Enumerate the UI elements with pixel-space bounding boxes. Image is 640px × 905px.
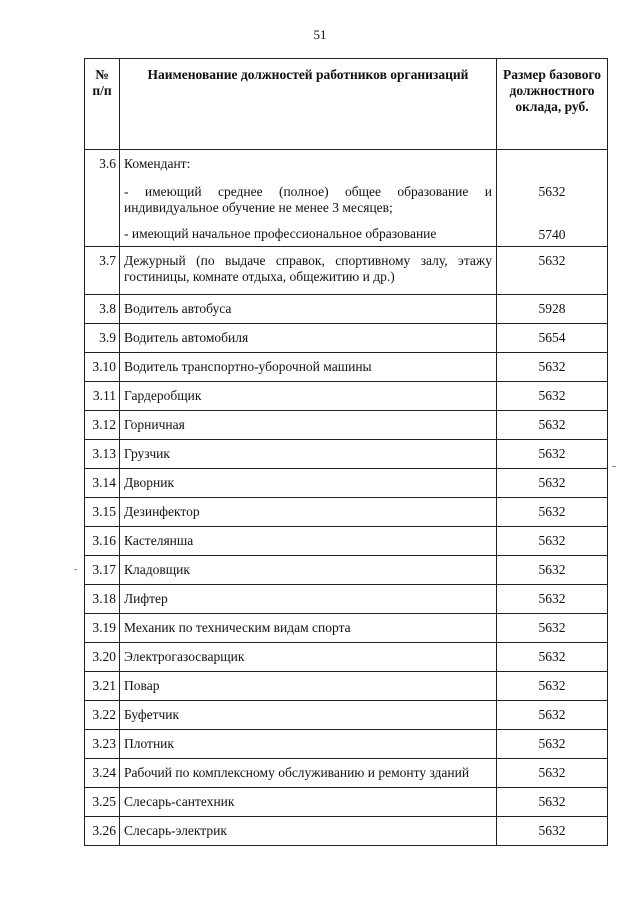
row-salary: 5632 <box>497 759 608 788</box>
row-salary: 5632 <box>497 585 608 614</box>
group-title: Комендант: <box>124 156 191 171</box>
row-salary: 5654 <box>497 324 608 353</box>
table-row <box>85 353 608 382</box>
header-number: № п/п <box>85 59 120 150</box>
row-position-name: Механик по техническим видам спорта <box>120 614 497 643</box>
scan-speck <box>74 569 77 570</box>
row-position-name: Рабочий по комплексному обслуживанию и ремонту зданий <box>120 759 497 788</box>
row-salary: 5632 <box>497 353 608 382</box>
row-number: 3.26 <box>85 817 120 846</box>
table-row <box>85 527 608 556</box>
row-salary: 5632 <box>497 469 608 498</box>
row-position-name: Кастелянша <box>120 527 497 556</box>
row-number: 3.15 <box>85 498 120 527</box>
row-position-name: Горничная <box>120 411 497 440</box>
table-row <box>85 759 608 788</box>
header-position-name: Наименование должностей работников организаций <box>120 59 497 150</box>
row-position-name: Грузчик <box>120 440 497 469</box>
table-row <box>85 440 608 469</box>
row-salary: 5632 <box>497 730 608 759</box>
row-number: 3.23 <box>85 730 120 759</box>
table-row <box>85 469 608 498</box>
row-number: 3.13 <box>85 440 120 469</box>
row-number: 3.21 <box>85 672 120 701</box>
table-row <box>85 498 608 527</box>
table-row <box>85 643 608 672</box>
table-row <box>85 672 608 701</box>
group-sub-salary: 5632 <box>538 184 566 199</box>
row-position-name: Гардеробщик <box>120 382 497 411</box>
table-row <box>85 411 608 440</box>
table-row <box>85 730 608 759</box>
scan-speck <box>612 466 616 467</box>
row-position-name: Дворник <box>120 469 497 498</box>
salary-table <box>84 58 608 846</box>
row-position-name: Повар <box>120 672 497 701</box>
table-row <box>85 614 608 643</box>
row-number: 3.9 <box>85 324 120 353</box>
table-rows <box>85 247 608 846</box>
row-salary: 5632 <box>497 817 608 846</box>
table-row <box>85 324 608 353</box>
row-position-name: Водитель транспортно-уборочной машины <box>120 353 497 382</box>
row-position-name: Водитель автобуса <box>120 295 497 324</box>
table-row <box>85 817 608 846</box>
row-number: 3.19 <box>85 614 120 643</box>
row-salary: 5632 <box>497 527 608 556</box>
row-salary: 5632 <box>497 643 608 672</box>
row-position-name: Плотник <box>120 730 497 759</box>
page-number: 51 <box>313 27 327 42</box>
row-number: 3.8 <box>85 295 120 324</box>
row-number: 3.7 <box>85 247 120 295</box>
row-number: 3.18 <box>85 585 120 614</box>
row-position-name: Слесарь-электрик <box>120 817 497 846</box>
table-row <box>85 295 608 324</box>
row-number: 3.22 <box>85 701 120 730</box>
row-position-name: Дезинфектор <box>120 498 497 527</box>
table-row <box>85 247 608 295</box>
row-number: 3.16 <box>85 527 120 556</box>
row-number: 3.17 <box>85 556 120 585</box>
row-number: 3.24 <box>85 759 120 788</box>
row-salary: 5632 <box>497 701 608 730</box>
row-number: 3.12 <box>85 411 120 440</box>
row-salary: 5632 <box>497 556 608 585</box>
table-row <box>85 585 608 614</box>
table-row <box>85 382 608 411</box>
row-number: 3.20 <box>85 643 120 672</box>
row-salary: 5632 <box>497 440 608 469</box>
row-number: 3.11 <box>85 382 120 411</box>
row-position-name: Лифтер <box>120 585 497 614</box>
row-salary: 5632 <box>497 672 608 701</box>
row-salary: 5632 <box>497 411 608 440</box>
row-position-name: Водитель автомобиля <box>120 324 497 353</box>
table-row <box>85 556 608 585</box>
row-number: 3.10 <box>85 353 120 382</box>
row-salary-group <box>497 150 608 247</box>
row-salary: 5632 <box>497 614 608 643</box>
row-salary: 5632 <box>497 788 608 817</box>
row-position-name: Буфетчик <box>120 701 497 730</box>
table-row <box>85 701 608 730</box>
row-position-name: Электрогазосварщик <box>120 643 497 672</box>
row-position-group <box>120 150 497 247</box>
table-row <box>85 788 608 817</box>
row-position-name: Слесарь-сантехник <box>120 788 497 817</box>
row-number: 3.6 <box>85 150 120 247</box>
header-base-salary: Размер базового должностного оклада, руб. <box>497 59 608 150</box>
row-salary: 5928 <box>497 295 608 324</box>
group-sub-item: - имеющий начальное профессиональное образование <box>124 226 437 241</box>
row-salary: 5632 <box>497 498 608 527</box>
group-sub-salary: 5740 <box>538 227 566 242</box>
row-position-name: Дежурный (по выдаче справок, спортивному залу, этажу гостиницы, комнате отдыха, общежитию и др.) <box>120 247 497 295</box>
row-salary: 5632 <box>497 382 608 411</box>
table-row-group <box>85 150 608 247</box>
row-number: 3.25 <box>85 788 120 817</box>
table-header-row <box>85 59 608 150</box>
group-sub-item: - имеющий среднее (полное) общее образование и индивидуальное обучение не менее 3 месяцев; <box>124 184 492 215</box>
row-position-name: Кладовщик <box>120 556 497 585</box>
row-salary: 5632 <box>497 247 608 295</box>
row-number: 3.14 <box>85 469 120 498</box>
